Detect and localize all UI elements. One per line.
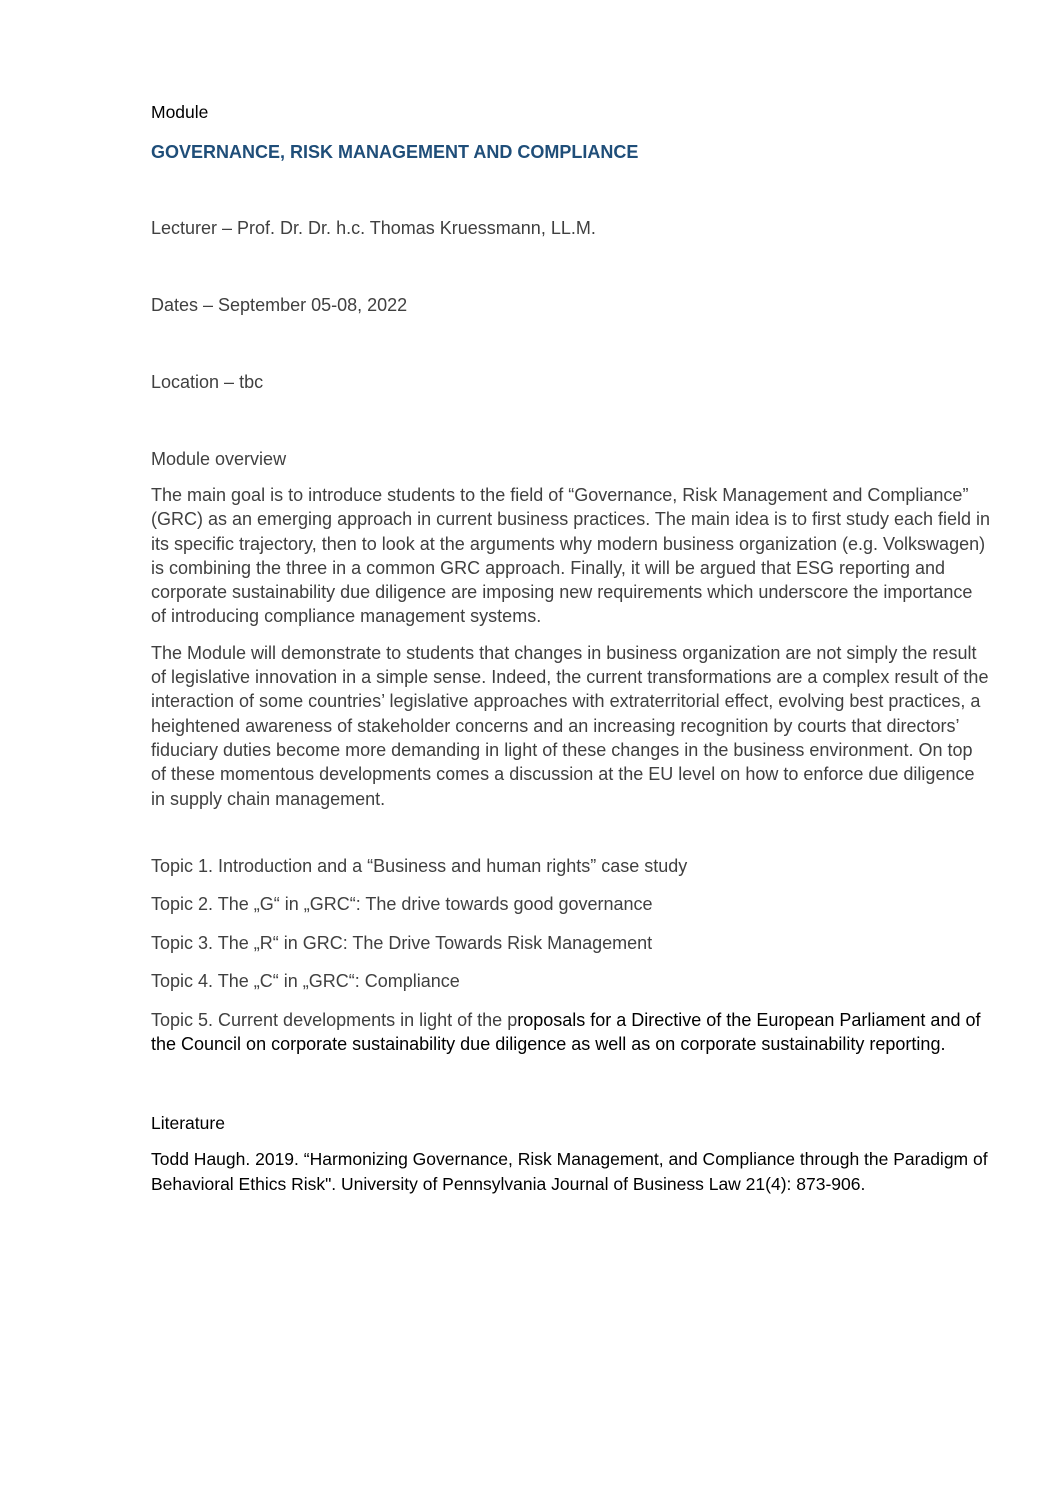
topic-5-prefix: Topic 5. Current developments in light of the p: [151, 1009, 518, 1030]
topic-item-3: Topic 3. The „R“ in GRC: The Drive Towards Risk Management: [151, 932, 653, 953]
topic-item-4: Topic 4. The „C“ in „GRC“: Compliance: [151, 971, 460, 992]
topics-list: [151, 854, 991, 1057]
page-content: [151, 100, 991, 1196]
module-label: Module: [151, 102, 209, 122]
overview-paragraph-2: The Module will demonstrate to students that changes in business organization are not simply the result of legislative innovation in a simple sense. Indeed, the current transformations are a complex result of the interaction of some countries’ legislative approaches with extraterritorial effect, evolving best practices, a heightened awareness of stakeholder concerns and an increasing recognition by courts that directors’ fiduciary duties become more demanding in light of these changes in the business environment. On top of these momentous developments comes a discussion at the EU level on how to enforce due diligence in supply chain management.: [151, 642, 989, 809]
topic-5-rest: roposals for a Directive of the European Parliament and of the Council on corporate sustainability due diligence as well as on corporate sustainability reporting.: [151, 1009, 981, 1055]
module-title: GOVERNANCE, RISK MANAGEMENT AND COMPLIANCE: [151, 142, 639, 162]
overview-paragraph-1: The main goal is to introduce students to the field of “Governance, Risk Management and Compliance” (GRC) as an emerging approach in current business practices. The main idea is to first study each field in its specific trajectory, then to look at the arguments why modern business organization (e.g. Volkswagen) is combining the three in a common GRC approach. Finally, it will be argued that ESG reporting and corporate sustainability due diligence are imposing new requirements which underscore the importance of introducing compliance management systems.: [151, 485, 991, 627]
topic-item-2: Topic 2. The „G“ in „GRC“: The drive towards good governance: [151, 894, 653, 915]
dates-line: Dates – September 05-08, 2022: [151, 295, 408, 315]
lecturer-line: Lecturer – Prof. Dr. Dr. h.c. Thomas Kruessmann, LL.M.: [151, 218, 596, 238]
literature-reference: Todd Haugh. 2019. “Harmonizing Governance, Risk Management, and Compliance through the Paradigm of Behavioral Ethics Risk". University of Pennsylvania Journal of Business Law 21(4): 873-906.: [151, 1149, 988, 1194]
location-line: Location – tbc: [151, 372, 264, 392]
topic-item-5: [151, 1008, 991, 1057]
topic-item-1: Topic 1. Introduction and a “Business and human rights” case study: [151, 855, 688, 876]
literature-heading: Literature: [151, 1113, 225, 1134]
overview-heading: Module overview: [151, 449, 287, 469]
